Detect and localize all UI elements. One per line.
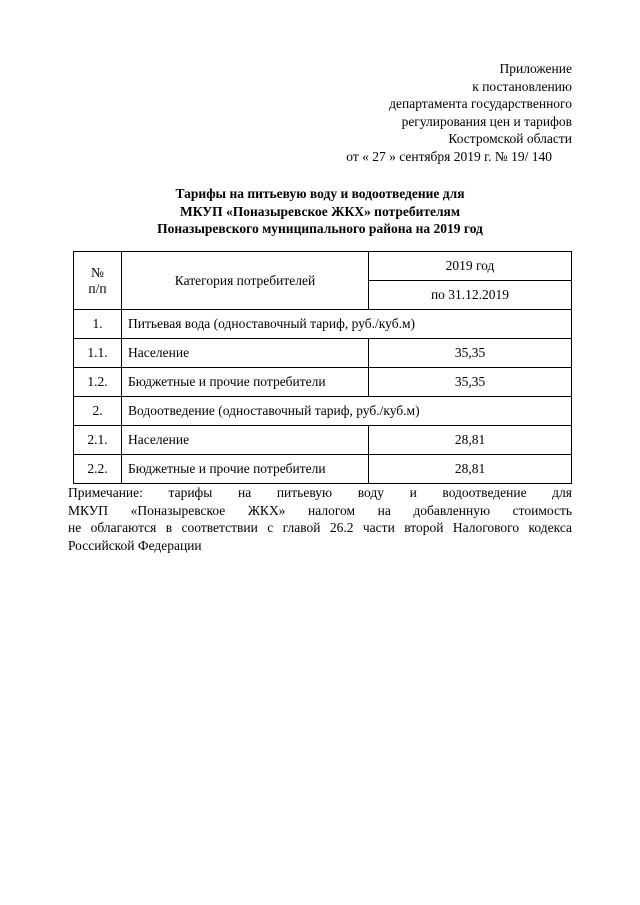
header-period: по 31.12.2019 [369,281,572,310]
row-number: 2.1. [74,426,122,455]
header-number [74,252,122,310]
table-section-row [74,310,572,339]
header-number-line1: № [91,264,104,280]
row-number: 1.1. [74,339,122,368]
appendix-line: к постановлению [472,78,572,94]
consumer-category: Население [122,339,369,368]
table-row [74,368,572,397]
title-line: Тарифы на питьевую воду и водоотведение для [175,186,465,201]
appendix-line: Костромской области [448,131,572,146]
tariff-value: 28,81 [369,455,572,484]
row-number: 1.2. [74,368,122,397]
consumer-category: Население [122,426,369,455]
appendix-line: департамента государственного [389,96,572,111]
note-line: Примечание: тарифы на питьевую воду и водоотведение для [68,485,572,500]
header-category: Категория потребителей [122,252,369,310]
table-row [74,426,572,455]
tariff-table [73,251,572,484]
appendix-line: Приложение [499,61,572,76]
section-title: Питьевая вода (одноставочный тариф, руб./куб.м) [122,310,572,339]
table-row [74,455,572,484]
tariff-value: 35,35 [369,368,572,397]
tariff-value: 35,35 [369,339,572,368]
header-year: 2019 год [369,252,572,281]
table-row [74,339,572,368]
note-block [68,484,572,554]
appendix-date-line: от « 27 » сентября 2019 г. № 19/ 140 [346,148,552,164]
table-section-row [74,397,572,426]
title-line: МКУП «Поназыревское ЖКХ» потребителям [179,203,461,219]
section-title: Водоотведение (одноставочный тариф, руб./куб.м) [122,397,572,426]
appendix-block [272,60,572,165]
appendix-line: регулирования цен и тарифов [401,113,572,129]
consumer-category: Бюджетные и прочие потребители [122,368,369,397]
document-title [60,185,580,238]
tariff-value: 28,81 [369,426,572,455]
note-line: не облагаются в соответствии с главой 26.2 части второй Налогового кодекса [68,520,572,535]
note-line: МКУП «Поназыревское ЖКХ» налогом на добавленную стоимость [68,502,572,518]
header-number-line2: п/п [88,280,107,296]
title-line: Поназыревского муниципального района на 2019 год [157,221,483,236]
row-number: 2. [74,397,122,426]
row-number: 1. [74,310,122,339]
consumer-category: Бюджетные и прочие потребители [122,455,369,484]
note-line: Российской Федерации [68,537,202,553]
row-number: 2.2. [74,455,122,484]
